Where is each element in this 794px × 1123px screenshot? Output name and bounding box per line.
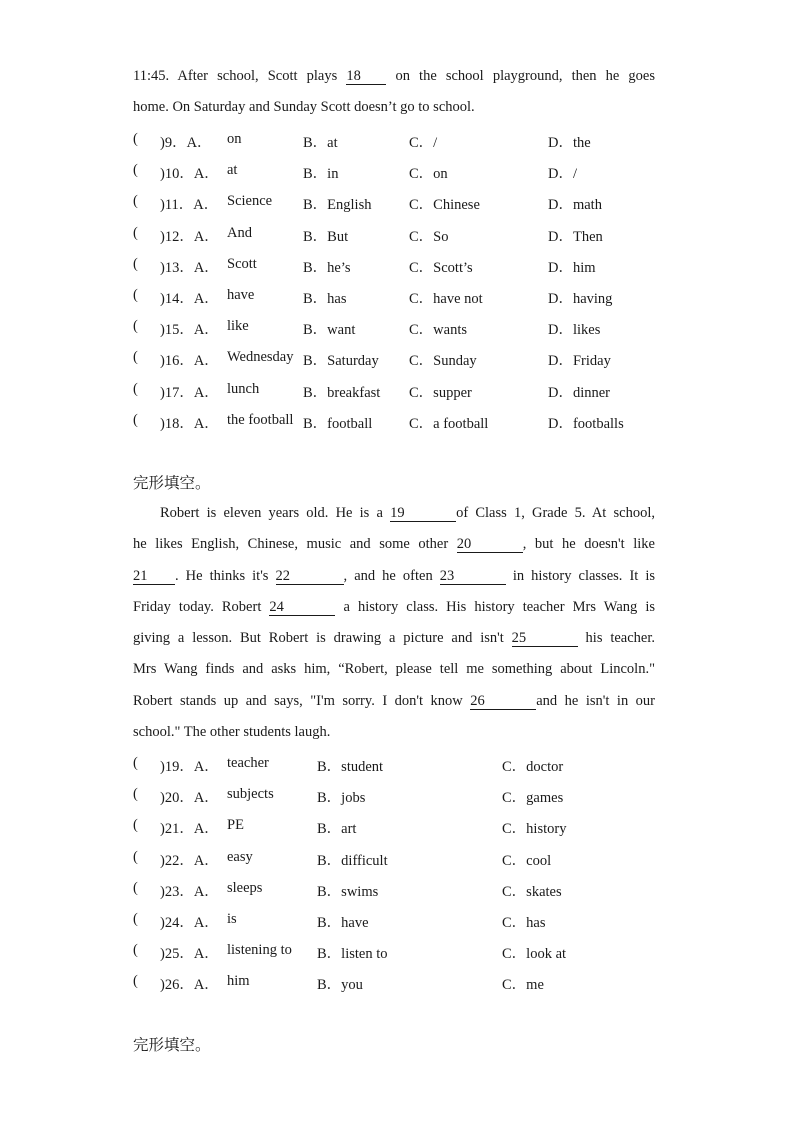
option-b[interactable]: B．swims <box>317 883 379 900</box>
question-row <box>133 381 693 401</box>
option-a[interactable]: listening to <box>227 942 292 959</box>
question-number: )13．A． <box>160 259 219 276</box>
answer-paren[interactable]: ( <box>133 380 138 397</box>
option-a[interactable]: lunch <box>227 380 260 397</box>
question-number: )25．A． <box>160 946 219 963</box>
answer-paren[interactable]: ( <box>133 817 138 834</box>
option-c[interactable]: C．Sunday <box>409 353 477 370</box>
blank-24[interactable]: 24 <box>269 599 335 616</box>
question-row <box>133 817 693 837</box>
question-row <box>133 755 693 775</box>
option-c[interactable]: C．on <box>409 166 448 183</box>
option-c[interactable]: C．history <box>502 821 567 838</box>
passage2-line6: Mrs Wang finds and asks him, “Robert, please tell me something about Lincoln." <box>133 661 655 678</box>
answer-paren[interactable]: ( <box>133 349 138 366</box>
option-a[interactable]: subjects <box>227 786 274 803</box>
question-row <box>133 412 693 432</box>
option-a[interactable]: sleeps <box>227 879 263 896</box>
passage2-line4: Friday today. Robert 24 a history class. His history teacher Mrs Wang is <box>133 598 655 615</box>
option-d[interactable]: D．the <box>548 135 591 151</box>
option-c[interactable]: C．me <box>502 977 544 994</box>
option-c[interactable]: C．doctor <box>502 759 564 775</box>
passage2-line1: Robert is eleven years old. He is a 19 of Class 1, Grade 5. At school, <box>160 505 655 521</box>
answer-paren[interactable]: ( <box>133 255 138 272</box>
option-a[interactable]: like <box>227 318 249 335</box>
answer-paren[interactable]: ( <box>133 193 138 210</box>
question-number: )15．A． <box>160 322 219 339</box>
option-c[interactable]: C．skates <box>502 883 562 900</box>
option-a[interactable]: on <box>227 131 242 147</box>
option-a[interactable]: PE <box>227 817 244 834</box>
option-c[interactable]: C．Chinese <box>409 197 480 214</box>
blank-25[interactable]: 25 <box>512 630 578 647</box>
option-b[interactable]: B．want <box>303 322 356 339</box>
question-number: )12．A． <box>160 228 219 245</box>
option-c[interactable]: C．has <box>502 915 546 931</box>
passage2-text <box>133 498 655 748</box>
blank-20[interactable]: 20 <box>457 536 523 553</box>
option-b[interactable]: B．in <box>303 166 339 183</box>
option-d[interactable]: D．footballs <box>548 415 624 432</box>
question-number: )19．A． <box>160 759 219 775</box>
option-c[interactable]: C．have not <box>409 291 483 307</box>
question-row <box>133 318 693 338</box>
option-c[interactable]: C．/ <box>409 135 438 151</box>
answer-paren[interactable]: ( <box>133 911 138 927</box>
answer-paren[interactable]: ( <box>133 131 138 147</box>
passage1-line2: home. On Saturday and Sunday Scott doesn’t go to school. <box>133 99 475 116</box>
answer-paren[interactable]: ( <box>133 848 138 865</box>
passage2-line3: 21 . He thinks it's 22 , and he often 23 in history classes. It is <box>133 567 656 584</box>
question-row <box>133 131 693 151</box>
option-d[interactable]: D．likes <box>548 322 601 339</box>
question-number: )16．A． <box>160 353 219 370</box>
option-a[interactable]: have <box>227 287 255 303</box>
option-d[interactable]: D．math <box>548 197 602 214</box>
answer-paren[interactable]: ( <box>133 162 138 179</box>
option-a[interactable]: the football <box>227 411 294 428</box>
question-row <box>133 973 693 993</box>
question-number: )11．A． <box>160 197 219 214</box>
answer-paren[interactable]: ( <box>133 973 138 990</box>
option-d[interactable]: D．/ <box>548 166 577 183</box>
option-c[interactable]: C．games <box>502 790 564 807</box>
option-c[interactable]: C．cool <box>502 852 552 869</box>
option-b[interactable]: B．difficult <box>317 852 388 869</box>
option-a[interactable]: And <box>227 224 252 241</box>
blank-21[interactable]: 21 <box>133 568 175 585</box>
blank-22[interactable]: 22 <box>276 568 344 585</box>
question-row <box>133 225 693 245</box>
option-a[interactable]: Wednesday <box>227 349 294 366</box>
answer-paren[interactable]: ( <box>133 411 138 428</box>
option-b[interactable]: B．have <box>317 915 369 931</box>
option-b[interactable]: B．art <box>317 821 357 838</box>
blank-26[interactable]: 26 <box>470 693 536 710</box>
passage2-line7: Robert stands up and says, "I'm sorry. I don't know 26 and he isn't in our <box>133 692 656 709</box>
blank-23[interactable]: 23 <box>440 568 506 585</box>
option-b[interactable]: B．he’s <box>303 259 351 276</box>
question-row <box>133 942 693 962</box>
question-number: )21．A． <box>160 821 219 838</box>
option-b[interactable]: B．Saturday <box>303 353 379 370</box>
option-d[interactable]: D．Friday <box>548 353 611 370</box>
option-a[interactable]: Scott <box>227 255 257 272</box>
option-d[interactable]: D．him <box>548 259 596 276</box>
blank-18[interactable]: 18 <box>346 68 386 85</box>
option-b[interactable]: B．listen to <box>317 946 388 963</box>
option-b[interactable]: B．breakfast <box>303 384 381 401</box>
passage2-line2: he likes English, Chinese, music and some other 20 , but he doesn't like <box>133 536 655 553</box>
question-number: )23．A． <box>160 883 219 900</box>
option-c[interactable]: C．wants <box>409 322 467 339</box>
option-c[interactable]: C．look at <box>502 946 567 963</box>
question-row <box>133 786 693 806</box>
answer-paren[interactable]: ( <box>133 318 138 335</box>
question-row <box>133 287 693 307</box>
option-b[interactable]: B．But <box>303 228 349 245</box>
question-number: )20．A． <box>160 790 219 807</box>
question-number: )17．A． <box>160 384 219 401</box>
passage2-line8: school." The other students laugh. <box>133 724 331 741</box>
passage2-line5: giving a lesson. But Robert is drawing a picture and isn't 25 his teacher. <box>133 630 656 647</box>
option-a[interactable]: at <box>227 162 238 179</box>
question-number: )9．A． <box>160 135 212 151</box>
option-b[interactable]: B．football <box>303 415 373 432</box>
answer-paren[interactable]: ( <box>133 224 138 241</box>
section-heading-cloze-2: 完形填空。 <box>133 1036 211 1054</box>
question-row <box>133 256 693 276</box>
answer-paren[interactable]: ( <box>133 287 138 303</box>
option-d[interactable]: D．Then <box>548 228 603 245</box>
option-b[interactable]: B．has <box>303 291 347 307</box>
question-number: )14．A． <box>160 291 219 307</box>
question-number: )18．A． <box>160 415 219 432</box>
option-a[interactable]: easy <box>227 848 253 865</box>
answer-paren[interactable]: ( <box>133 942 138 959</box>
option-b[interactable]: B．at <box>303 135 338 151</box>
option-c[interactable]: C．supper <box>409 384 472 401</box>
option-a[interactable]: Science <box>227 193 273 210</box>
question-row <box>133 349 693 369</box>
question-row <box>133 162 693 182</box>
option-a[interactable]: teacher <box>227 755 269 771</box>
option-a[interactable]: him <box>227 973 250 990</box>
question-row <box>133 193 693 213</box>
option-c[interactable]: C．So <box>409 228 449 245</box>
option-c[interactable]: C．Scott’s <box>409 259 473 276</box>
option-b[interactable]: B．jobs <box>317 790 366 807</box>
question-number: )10．A． <box>160 166 219 183</box>
option-b[interactable]: B．student <box>317 759 384 775</box>
answer-paren[interactable]: ( <box>133 755 138 771</box>
question-number: )24．A． <box>160 915 219 931</box>
question-row <box>133 880 693 900</box>
option-b[interactable]: B．you <box>317 977 363 994</box>
answer-paren[interactable]: ( <box>133 786 138 803</box>
question-row <box>133 849 693 869</box>
option-d[interactable]: D．dinner <box>548 384 611 401</box>
option-a[interactable]: is <box>227 911 237 927</box>
question-row <box>133 911 693 931</box>
section-heading-cloze: 完形填空。 <box>133 474 211 492</box>
passage1-line1: 11:45. After school, Scott plays 18 on the school playground, then he goes <box>133 68 656 84</box>
question-number: )26．A． <box>160 977 219 994</box>
option-c[interactable]: C．a football <box>409 415 489 432</box>
answer-paren[interactable]: ( <box>133 879 138 896</box>
option-d[interactable]: D．having <box>548 291 613 307</box>
passage1-text <box>133 61 655 124</box>
blank-19[interactable]: 19 <box>390 505 456 522</box>
question-number: )22．A． <box>160 852 219 869</box>
option-b[interactable]: B．English <box>303 197 372 214</box>
